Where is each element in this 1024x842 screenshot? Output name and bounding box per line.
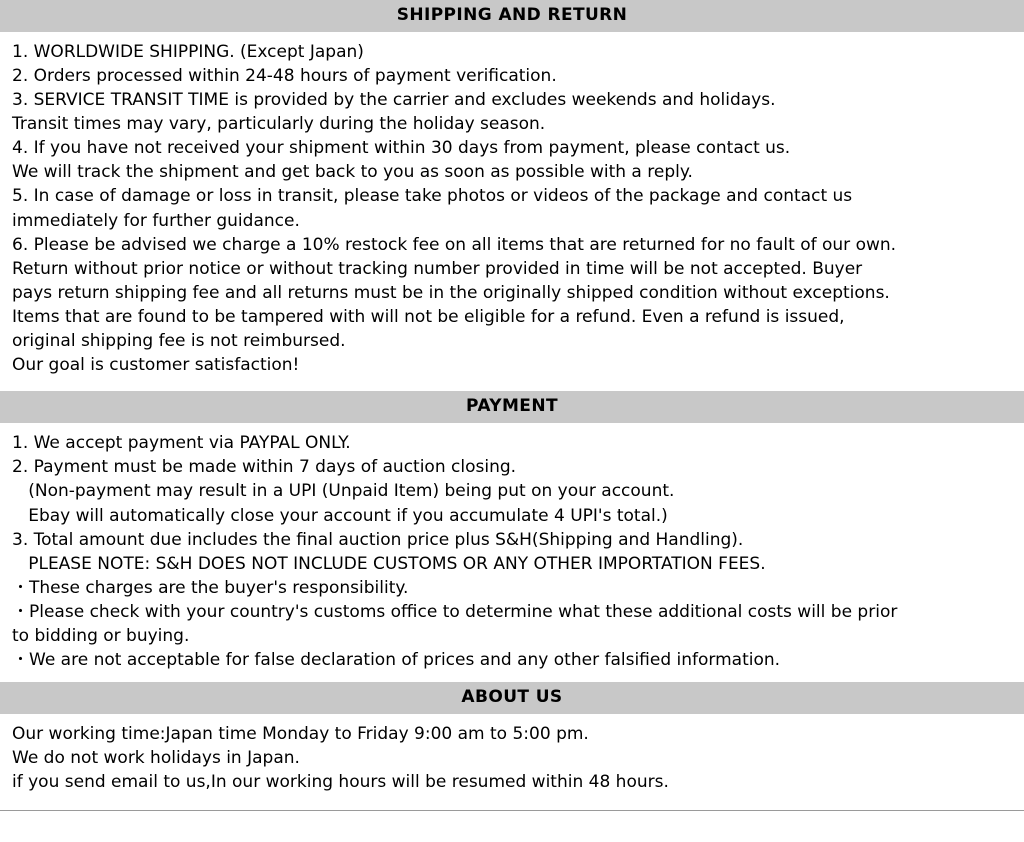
- text-line: 2. Orders processed within 24-48 hours of payment verification.: [12, 65, 557, 86]
- section-about-us: [0, 682, 1024, 800]
- text-line: Return without prior notice or without tracking number provided in time will be not accepted. Buyer: [12, 258, 863, 279]
- text-line: We will track the shipment and get back to you as soon as possible with a reply.: [12, 162, 693, 183]
- section-title-about-us: ABOUT US: [0, 682, 1024, 714]
- text-line: immediately for further guidance.: [12, 210, 300, 231]
- text-line: Ebay will automatically close your account if you accumulate 4 UPI's total.): [12, 505, 668, 526]
- text-line: 3. Total amount due includes the final auction price plus S&H(Shipping and Handling).: [12, 529, 744, 550]
- text-line: Our goal is customer satisfaction!: [12, 355, 300, 376]
- text-line: We do not work holidays in Japan.: [12, 748, 300, 769]
- text-line: 4. If you have not received your shipment within 30 days from payment, please contact us.: [12, 138, 791, 159]
- text-line: original shipping fee is not reimbursed.: [12, 331, 346, 352]
- text-line: 1. We accept payment via PAYPAL ONLY.: [12, 433, 351, 454]
- text-line: if you send email to us,In our working hours will be resumed within 48 hours.: [12, 772, 669, 793]
- section-body-shipping-and-return: [0, 32, 1024, 384]
- text-line: pays return shipping fee and all returns must be in the originally shipped condition without exceptions.: [12, 282, 890, 303]
- text-line: PLEASE NOTE: S&H DOES NOT INCLUDE CUSTOMS OR ANY OTHER IMPORTATION FEES.: [12, 553, 766, 574]
- text-line: 5. In case of damage or loss in transit, please take photos or videos of the package and contact us: [12, 186, 853, 207]
- text-line: 2. Payment must be made within 7 days of auction closing.: [12, 457, 517, 478]
- section-shipping-and-return: [0, 0, 1024, 383]
- text-line: 3. SERVICE TRANSIT TIME is provided by the carrier and excludes weekends and holidays.: [12, 89, 776, 110]
- text-line: 1. WORLDWIDE SHIPPING. (Except Japan): [12, 41, 364, 62]
- text-line: Transit times may vary, particularly during the holiday season.: [12, 114, 546, 135]
- text-line: ・We are not acceptable for false declaration of prices and any other falsified information.: [12, 650, 781, 671]
- section-body-payment: [0, 423, 1024, 678]
- bottom-divider: [0, 810, 1024, 811]
- text-line: Items that are found to be tampered with will not be eligible for a refund. Even a refund is issued,: [12, 307, 845, 328]
- text-line: ・These charges are the buyer's responsibility.: [12, 577, 409, 598]
- text-line: to bidding or buying.: [12, 626, 190, 647]
- section-title-payment: PAYMENT: [0, 391, 1024, 423]
- text-line: 6. Please be advised we charge a 10% restock fee on all items that are returned for no fault of our own.: [12, 234, 897, 255]
- section-spacer: [0, 383, 1024, 391]
- section-payment: [0, 391, 1024, 678]
- section-title-shipping-and-return: SHIPPING AND RETURN: [0, 0, 1024, 32]
- text-line: ・Please check with your country's customs office to determine what these additional costs will be prior: [12, 602, 898, 622]
- text-line: Our working time:Japan time Monday to Friday 9:00 am to 5:00 pm.: [12, 724, 589, 745]
- section-body-about-us: [0, 714, 1024, 800]
- text-line: (Non-payment may result in a UPI (Unpaid Item) being put on your account.: [12, 481, 675, 502]
